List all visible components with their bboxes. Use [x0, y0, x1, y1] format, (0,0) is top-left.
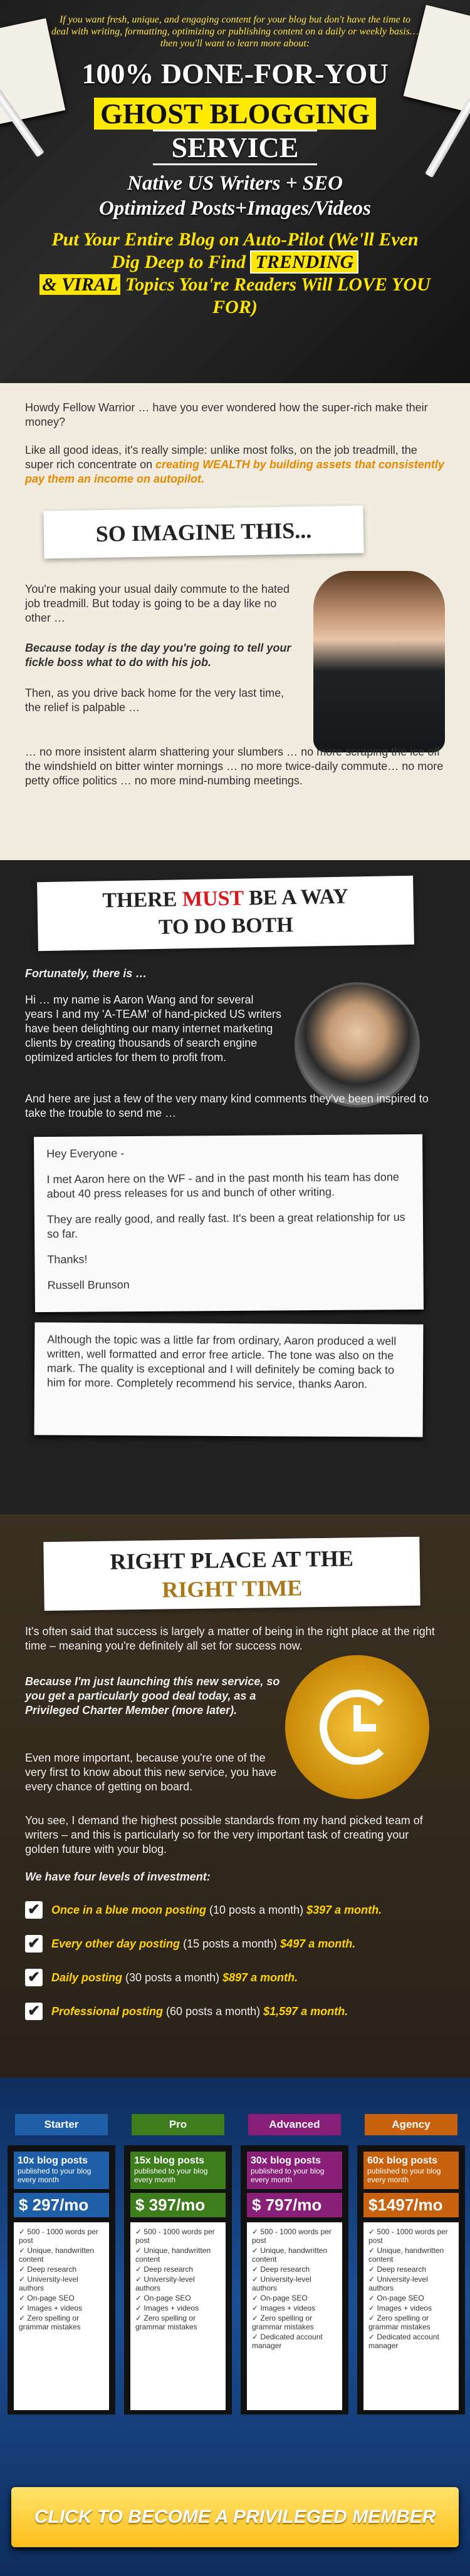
intro-paragraph: Like all good ideas, it's really simple: unlike most folks, on the job treadmill, the super rich concentrate on creating WEALTH by building assets that consistently pay them an income on autopilot. [25, 444, 444, 485]
hero-subheadline-2: Optimized Posts+Images/Videos [98, 197, 372, 220]
hero-subheadline-1: Native US Writers + SEO [127, 172, 343, 195]
level-item: ✔ Every other day posting (15 posts a month) $497 a month. [25, 1935, 445, 1953]
clock-icon [285, 1655, 429, 1799]
author-photo [295, 982, 420, 1107]
plan-features: ✓ 500 - 1000 words per post ✓ Unique, handwritten content ✓ Deep research ✓ University-level authors ✓ On-page SEO ✓ Images + videos ✓ Zero spelling or grammar mistakes ✓ Dedicated account manager [363, 2222, 459, 2410]
plan-header: 15x blog posts published to your blog every month [130, 2152, 226, 2189]
businessman-photo [313, 571, 445, 752]
testimonial-text: Thanks! [47, 1253, 88, 1266]
checkmark-icon: ✔ [25, 1935, 43, 1953]
imagine-section [0, 383, 470, 860]
hero-headline-3: SERVICE [0, 132, 470, 163]
way-heading: THERE MUST BE A WAY TO DO BOTH [37, 876, 414, 951]
checkmark-icon: ✔ [25, 1901, 43, 1919]
hero-headline-2: GHOST BLOGGING [0, 98, 470, 130]
bio-paragraph: Hi … my name is Aaron Wang and for several years I and my 'A-TEAM' of hand-picked US writers have been delighting our many internet marketing clients by creating thousands of search engine optimized articles for them to profit from. [25, 993, 282, 1064]
levels-title: We have four levels of investment: [25, 1870, 211, 1883]
imagine-paragraph: … no more insistent alarm shattering your slumbers … no more scraping the ice off the windshield on bitter winter mornings … no more twice-daily commute… no more petty office politics … no more mind-numbing meetings. [25, 746, 444, 787]
testimonial-card [34, 1322, 424, 1437]
plan-features: ✓ 500 - 1000 words per post ✓ Unique, handwritten content ✓ Deep research ✓ University-level authors ✓ On-page SEO ✓ Images + videos ✓ Zero spelling or grammar mistakes ✓ Dedicated account manager [247, 2222, 342, 2410]
testimonial-text: Although the topic was a little far from ordinary, Aaron produced a well written, well formatted and error free article. The tone was also on the mark. The quality is exceptional and I will definitely be coming back to him for more. Completely recommend his service, thanks Aaron. [46, 1333, 397, 1391]
intro-paragraph: Howdy Fellow Warrior … have you ever wondered how the super-rich make their money? [25, 401, 428, 428]
pricing-section [0, 2078, 470, 2576]
plan-price: $ 297/mo [14, 2193, 109, 2217]
right-time-section [0, 1514, 470, 2078]
testimonial-greeting: Hey Everyone - [46, 1147, 125, 1161]
plan-header: 60x blog posts published to your blog every month [363, 2152, 459, 2189]
fortunate-text: Fortunately, there is … [25, 967, 147, 980]
imagine-heading: SO IMAGINE THIS... [43, 506, 363, 559]
plan-tab: Advanced [248, 2114, 341, 2135]
plan-agency[interactable] [357, 2114, 465, 2414]
checkmark-icon: ✔ [25, 2003, 43, 2020]
levels-list [25, 1901, 445, 2036]
plan-features: ✓ 500 - 1000 words per post ✓ Unique, handwritten content ✓ Deep research ✓ University-level authors ✓ On-page SEO ✓ Images + videos ✓ Zero spelling or grammar mistakes [130, 2222, 226, 2410]
level-item: ✔ Daily posting (30 posts a month) $897 a month. [25, 1969, 445, 1986]
plan-tab: Starter [15, 2114, 108, 2135]
testimonial-text: They are really good, and really fast. It's been a great relationship for us so far. [46, 1211, 405, 1241]
hero-tagline: Put Your Entire Blog on Auto-Pilot (We'll Even Dig Deep to Find TRENDING & VIRAL Topics You're Readers Will LOVE YOU FOR) [0, 228, 470, 319]
plan-starter[interactable] [8, 2114, 115, 2414]
testimonial-card [34, 1134, 424, 1312]
plan-features: ✓ 500 - 1000 words per post ✓ Unique, handwritten content ✓ Deep research ✓ University-level authors ✓ On-page SEO ✓ Images + videos ✓ Zero spelling or grammar mistakes [14, 2222, 109, 2410]
charter-highlight: Because I'm just launching this new service, so you get a particularly good deal today, as a Privileged Charter Member (more later). [25, 1675, 280, 1716]
testimonial-author: Russell Brunson [47, 1278, 130, 1292]
become-member-button[interactable]: CLICK TO BECOME A PRIVILEGED MEMBER [11, 2487, 459, 2547]
plan-header: 10x blog posts published to your blog every month [14, 2152, 109, 2189]
time-paragraph: You see, I demand the highest possible standards from my hand picked team of writers – and this is particularly so for the very important task of creating your golden future with your blog. [25, 1814, 423, 1855]
time-paragraph: It's often said that success is largely a matter of being in the right place at the right time – meaning you're definitely all set for success now. [25, 1625, 435, 1652]
hero-section [0, 0, 470, 383]
hero-intro: If you want fresh, unique, and engaging content for your blog but don't have the time to deal with writing, formatting, optimizing or publishing content on a daily or weekly basis…then you'll want to learn more about: [51, 14, 419, 49]
hero-headline-1: 100% DONE-FOR-YOU [81, 58, 389, 90]
plan-pro[interactable] [124, 2114, 232, 2414]
plan-price: $ 797/mo [247, 2193, 342, 2217]
testimonial-section [0, 860, 470, 1514]
plan-price: $1497/mo [363, 2193, 459, 2217]
plan-tab: Pro [132, 2114, 224, 2135]
testimonial-text: I met Aaron here on the WF - and in the past month his team has done about 40 press releases for us and bunch of other writing. [46, 1171, 399, 1201]
plan-tab: Agency [365, 2114, 457, 2135]
imagine-paragraph: Then, as you drive back home for the very last time, the relief is palpable … [25, 687, 285, 714]
imagine-paragraph: You're making your usual daily commute to the hated job treadmill. But today is going to be a day like no other … [25, 583, 290, 624]
plan-advanced[interactable] [241, 2114, 348, 2414]
right-time-heading: RIGHT PLACE AT THE RIGHT TIME [43, 1537, 420, 1611]
plan-header: 30x blog posts published to your blog every month [247, 2152, 342, 2189]
time-paragraph: Even more important, because you're one of the very first to know about this new service, you have every chance of getting on board. [25, 1752, 277, 1793]
comments-intro: And here are just a few of the very many kind comments they've been inspired to take the trouble to send me … [25, 1092, 429, 1119]
plan-price: $ 397/mo [130, 2193, 226, 2217]
imagine-highlight: Because today is the day you're going to tell your fickle boss what to do with his job. [25, 642, 291, 669]
checkmark-icon: ✔ [25, 1969, 43, 1986]
level-item: ✔ Professional posting (60 posts a month) $1,597 a month. [25, 2003, 445, 2020]
level-item: ✔ Once in a blue moon posting (10 posts a month) $397 a month. [25, 1901, 445, 1919]
